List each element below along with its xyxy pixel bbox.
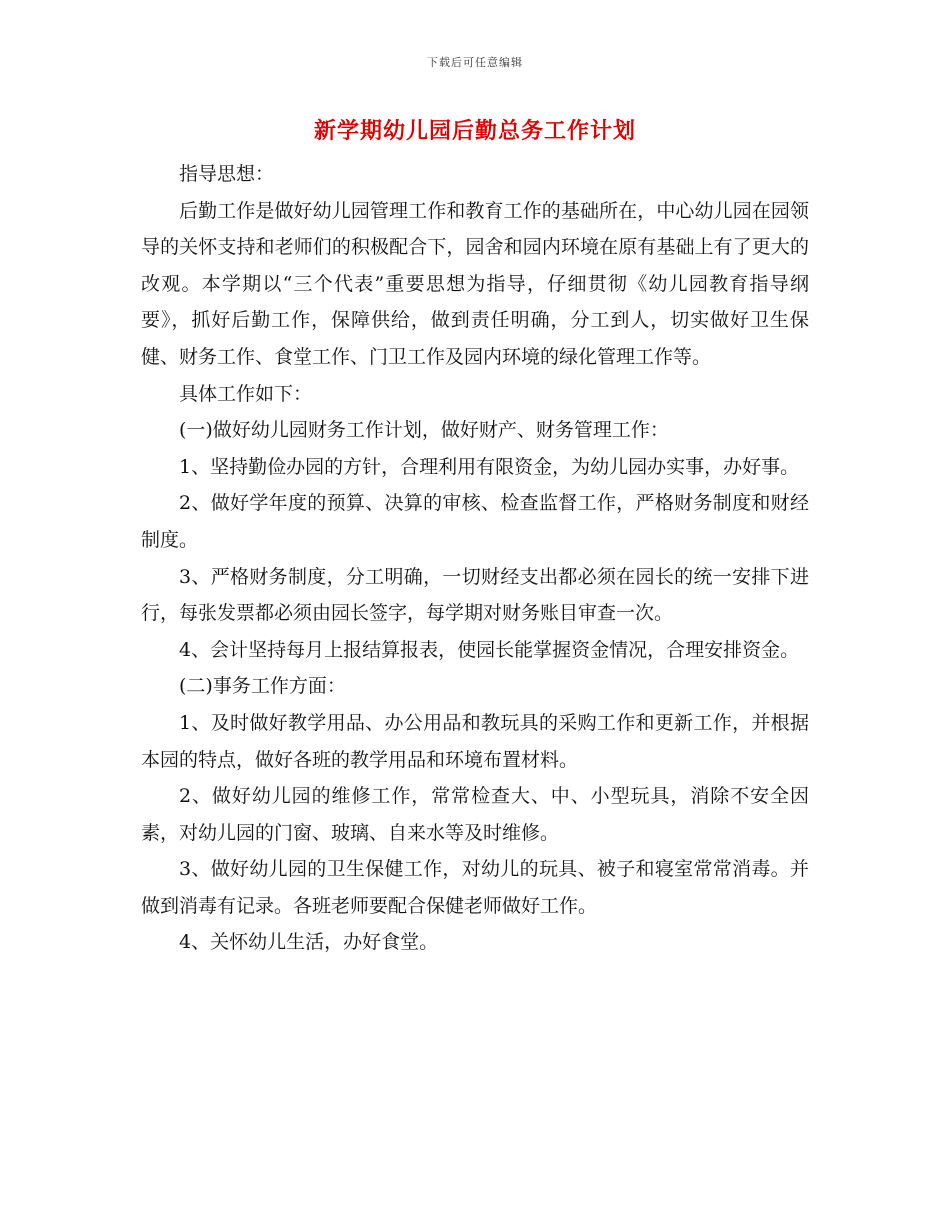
affairs-item-4: 4、关怀幼儿生活，办好食堂。 [179, 931, 439, 954]
affairs-item-2: 2、做好幼儿园的维修工作，常常检查大、中、小型玩具，消除不安全因素，对幼儿园的门窗、玻璃、自来水等及时维修。 [141, 785, 809, 844]
document-body [141, 156, 809, 961]
affairs-item-3: 3、做好幼儿园的卫生保健工作，对幼儿的玩具、被子和寝室常常消毒。并做到消毒有记录。各班老师要配合保健老师做好工作。 [141, 858, 809, 917]
paragraph-guiding-thought-heading: 指导思想： [179, 163, 275, 185]
section-heading-affairs: (二)事务工作方面： [179, 675, 346, 698]
section-heading-finance: (一)做好幼儿园财务工作计划，做好财产、财务管理工作： [179, 419, 669, 442]
paragraph-specific-work-heading: 具体工作如下： [179, 382, 313, 405]
header-note: 下载后可任意编辑 [427, 56, 523, 69]
paragraph-guiding-thought-body: 后勤工作是做好幼儿园管理工作和教育工作的基础所在，中心幼儿园在园领导的关怀支持和老师们的积极配合下，园舍和园内环境在原有基础上有了更大的改观。本学期以“三个代表”重要思想为指导，仔细贯彻《幼儿园教育指导纲要》，抓好后勤工作，保障供给，做到责任明确，分工到人，切实做好卫生保健、财务工作、食堂工作、门卫工作及园内环境的绿化管理工作等。 [141, 199, 809, 368]
finance-item-4: 4、会计坚持每月上报结算报表，使园长能掌握资金情况，合理安排资金。 [179, 638, 800, 661]
affairs-item-1: 1、及时做好教学用品、办公用品和教玩具的采购工作和更新工作，并根据本园的特点，做好各班的教学用品和环境布置材料。 [141, 711, 809, 771]
document-title: 新学期幼儿园后勤总务工作计划 [313, 118, 636, 144]
finance-item-1: 1、坚持勤俭办园的方针，合理利用有限资金，为幼儿园办实事，办好事。 [179, 455, 800, 478]
finance-item-3: 3、严格财务制度，分工明确，一切财经支出都必须在园长的统一安排下进行，每张发票都必须由园长签字，每学期对财务账目审查一次。 [141, 565, 809, 625]
finance-item-2: 2、做好学年度的预算、决算的审核、检查监督工作，严格财务制度和财经制度。 [141, 492, 809, 551]
